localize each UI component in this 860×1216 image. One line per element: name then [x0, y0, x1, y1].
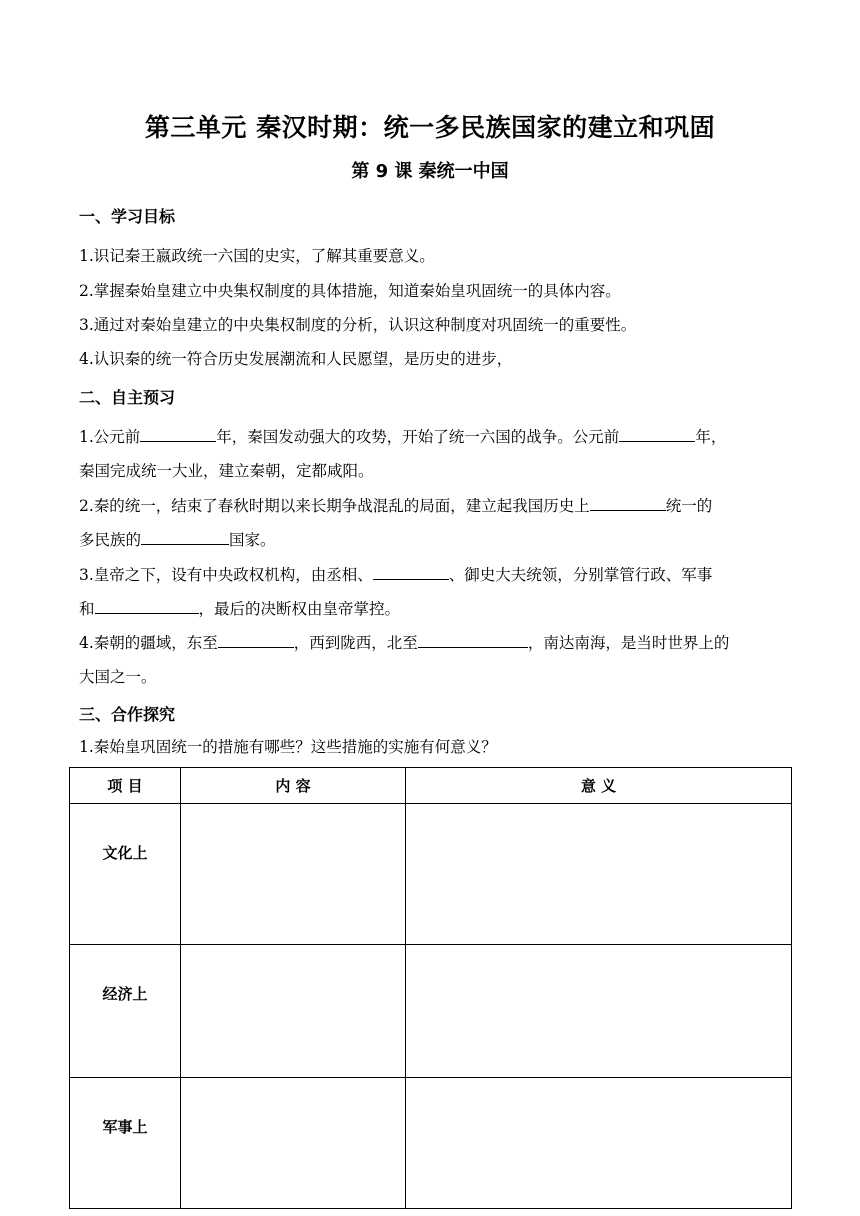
goal-item: 3.通过对秦始皇建立的中央集权制度的分析，认识这种制度对巩固统一的重要性。 — [79, 316, 637, 334]
section-heading-inquiry: 三、合作探究 — [79, 705, 176, 724]
section-heading-preview: 二、自主预习 — [79, 388, 176, 407]
answer-cell-content[interactable] — [181, 804, 406, 945]
answer-cell-content[interactable] — [181, 1078, 406, 1209]
goal-item: 4.认识秦的统一符合历史发展潮流和人民愿望，是历史的进步， — [79, 350, 513, 368]
preview-question-2-cont: 多民族的 国家。 — [79, 528, 791, 552]
fill-blank[interactable] — [590, 494, 666, 511]
row-label-military: 军事上 — [70, 1078, 181, 1209]
fill-blank[interactable] — [218, 631, 294, 648]
goal-item: 1.识记秦王嬴政统一六国的史实，了解其重要意义。 — [79, 247, 435, 265]
answer-cell-meaning[interactable] — [406, 804, 792, 945]
preview-question-1: 1.公元前 年，秦国发动强大的攻势，开始了统一六国的战争。公元前 年， — [79, 425, 791, 449]
unit-title: 第三单元 秦汉时期：统一多民族国家的建立和巩固 — [144, 113, 716, 142]
lesson-title: 第 9 课 秦统一中国 — [351, 161, 509, 182]
answer-cell-meaning[interactable] — [406, 945, 792, 1078]
table-header-item: 项 目 — [70, 768, 181, 804]
section-heading-goals: 一、学习目标 — [79, 207, 176, 226]
inquiry-question: 1.秦始皇巩固统一的措施有哪些？这些措施的实施有何意义？ — [79, 738, 497, 756]
row-label-economy: 经济上 — [70, 945, 181, 1078]
row-label-culture: 文化上 — [70, 804, 181, 945]
answer-cell-meaning[interactable] — [406, 1078, 792, 1209]
fill-blank[interactable] — [418, 631, 528, 648]
answer-cell-content[interactable] — [181, 945, 406, 1078]
goal-item: 2.掌握秦始皇建立中央集权制度的具体措施，知道秦始皇巩固统一的具体内容。 — [79, 282, 621, 300]
preview-question-3: 3.皇帝之下，设有中央政权机构，由丞相、 、御史大夫统领，分别掌管行政、军事 — [79, 563, 791, 587]
fill-blank[interactable] — [95, 597, 199, 614]
fill-blank[interactable] — [141, 528, 229, 545]
preview-question-4-cont: 大国之一。 — [79, 668, 157, 686]
fill-blank[interactable] — [373, 563, 449, 580]
fill-blank[interactable] — [619, 425, 695, 442]
preview-question-1-cont: 秦国完成统一大业，建立秦朝，定都咸阳。 — [79, 462, 374, 480]
inquiry-table — [69, 767, 792, 1209]
preview-question-4: 4.秦朝的疆域，东至 ，西到陇西，北至 ，南达南海，是当时世界上的 — [79, 631, 791, 655]
fill-blank[interactable] — [140, 425, 216, 442]
table-row — [70, 804, 792, 945]
preview-question-3-cont: 和 ，最后的决断权由皇帝掌控。 — [79, 597, 791, 621]
table-row — [70, 1078, 792, 1209]
table-header-meaning: 意 义 — [406, 768, 792, 804]
table-header-content: 内 容 — [181, 768, 406, 804]
table-row — [70, 945, 792, 1078]
preview-question-2: 2.秦的统一，结束了春秋时期以来长期争战混乱的局面，建立起我国历史上 统一的 — [79, 494, 791, 518]
